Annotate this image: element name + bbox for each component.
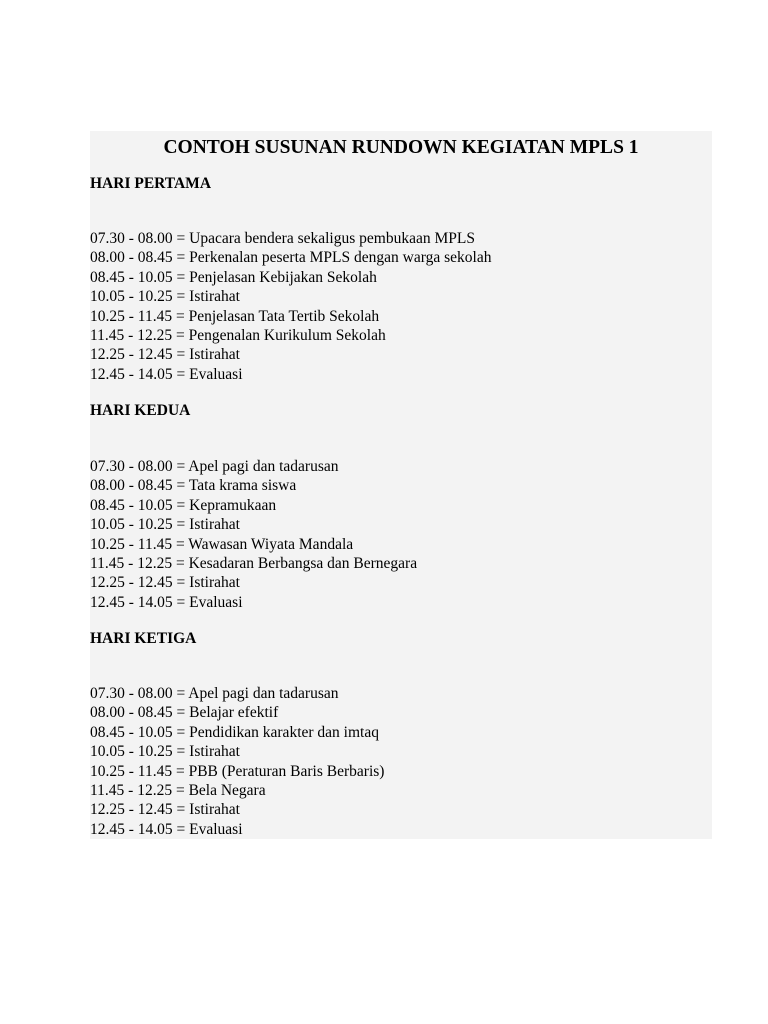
schedule-line: 12.45 - 14.05 = Evaluasi [90, 365, 243, 383]
schedule-line: 07.30 - 08.00 = Apel pagi dan tadarusan [90, 458, 339, 475]
schedule-line: 12.25 - 12.45 = Istirahat [90, 801, 240, 819]
schedule-line: 08.00 - 08.45 = Tata krama siswa [90, 477, 297, 495]
schedule-line: 11.45 - 12.25 = Pengenalan Kurikulum Sekolah [90, 327, 386, 345]
schedule-line: 08.45 - 10.05 = Penjelasan Kebijakan Sekolah [90, 268, 377, 286]
document-panel [90, 131, 712, 839]
schedule-line: 08.45 - 10.05 = Kepramukaan [90, 496, 277, 514]
schedule-line: 12.25 - 12.45 = Istirahat [90, 346, 240, 364]
schedule-line: 12.45 - 14.05 = Evaluasi [90, 593, 243, 611]
schedule-line: 08.00 - 08.45 = Belajar efektif [90, 704, 279, 722]
section-heading-hari-ketiga: HARI KETIGA [90, 630, 197, 647]
section-heading-hari-kedua: HARI KEDUA [90, 402, 191, 419]
schedule-list-hari-kedua [90, 457, 417, 612]
schedule-line: 07.30 - 08.00 = Upacara bendera sekaligus pembukaan MPLS [90, 230, 475, 247]
schedule-line: 10.25 - 11.45 = Wawasan Wiyata Mandala [90, 535, 354, 553]
schedule-line: 10.05 - 10.25 = Istirahat [90, 516, 240, 534]
schedule-line: 10.25 - 11.45 = Penjelasan Tata Tertib Sekolah [90, 307, 380, 325]
schedule-list-hari-ketiga [90, 684, 384, 839]
schedule-line: 08.00 - 08.45 = Perkenalan peserta MPLS dengan warga sekolah [90, 249, 492, 267]
schedule-line: 12.45 - 14.05 = Evaluasi [90, 820, 243, 838]
schedule-line: 10.05 - 10.25 = Istirahat [90, 743, 240, 761]
schedule-line: 07.30 - 08.00 = Apel pagi dan tadarusan [90, 685, 339, 702]
schedule-list-hari-pertama [90, 229, 491, 384]
document-title: CONTOH SUSUNAN RUNDOWN KEGIATAN MPLS 1 [163, 137, 639, 158]
schedule-line: 08.45 - 10.05 = Pendidikan karakter dan imtaq [90, 723, 379, 741]
section-heading-hari-pertama: HARI PERTAMA [90, 175, 212, 192]
schedule-line: 10.05 - 10.25 = Istirahat [90, 288, 240, 306]
schedule-line: 11.45 - 12.25 = Bela Negara [90, 782, 266, 800]
schedule-line: 10.25 - 11.45 = PBB (Peraturan Baris Berbaris) [90, 762, 385, 780]
schedule-line: 11.45 - 12.25 = Kesadaran Berbangsa dan Bernegara [90, 555, 418, 573]
schedule-line: 12.25 - 12.45 = Istirahat [90, 574, 240, 592]
